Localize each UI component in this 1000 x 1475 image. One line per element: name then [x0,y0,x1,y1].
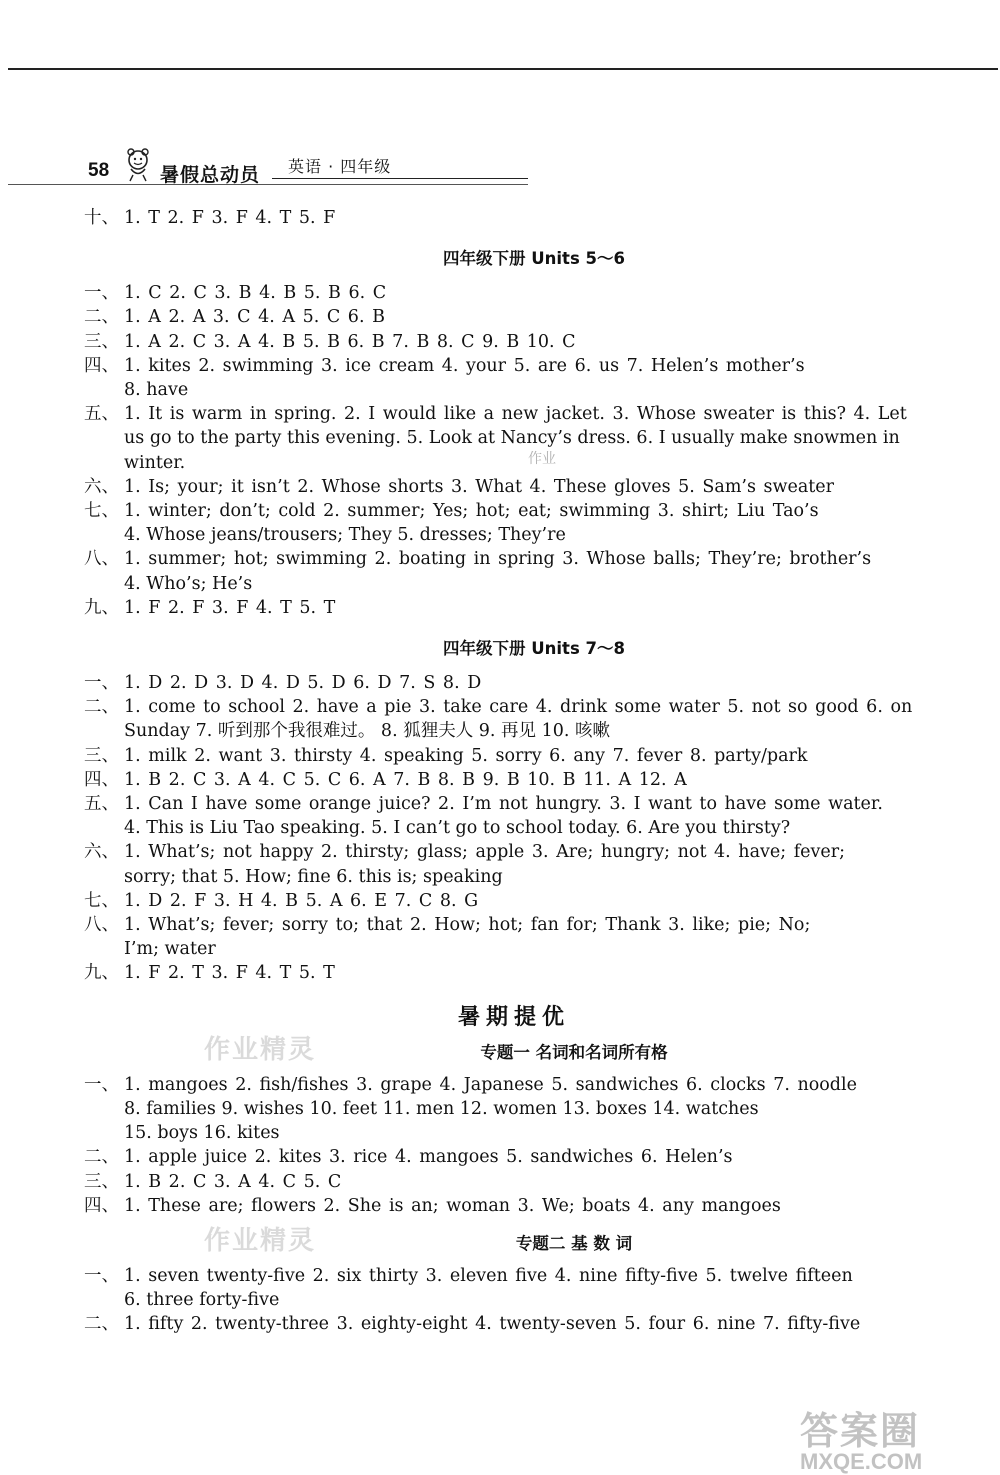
answer-continuation: sorry; that 5. How; fine 6. this is; speaking [124,866,503,887]
answer-text: 1. These are; flowers 2. She is an; woman 3. We; boats 4. any mangoes [124,1195,781,1216]
question-number: 九、 [84,597,119,618]
answer-text: 1. summer; hot; swimming 2. boating in spring 3. Whose balls; They’re; brother’s [124,549,872,570]
page-number: 58 [88,160,110,181]
answer-text: 1. seven twenty-five 2. six thirty 3. eleven five 4. nine fifty-five 5. twelve fifteen [124,1265,853,1286]
answer-row [84,1264,924,1288]
answer-row [84,330,924,354]
answer-row [84,206,924,230]
chapter-heading: 暑期提优 [457,1004,570,1030]
answer-content [84,206,924,1337]
question-number: 一、 [84,283,119,304]
question-number: 四、 [84,769,119,790]
question-number: 二、 [84,697,119,718]
question-number: 八、 [84,549,119,570]
answer-text: 1. F 2. T 3. F 4. T 5. T [124,963,335,984]
answer-row [84,596,924,620]
question-number: 一、 [84,1074,119,1095]
question-number: 五、 [84,404,119,425]
question-number: 三、 [84,331,119,352]
question-number: 三、 [84,745,119,766]
topic-title: 专题二 基 数 词 [515,1233,633,1253]
answer-row [84,1073,924,1097]
answer-text: 1. D 2. D 3. D 4. D 5. D 6. D 7. S 8. D [124,673,482,694]
answer-row [84,402,924,426]
question-number: 一、 [84,1265,119,1286]
question-number: 三、 [84,1171,119,1192]
section-summer-topic-2 [84,1225,924,1337]
answer-row [84,1170,924,1194]
watermark-mid: 作业 [528,451,556,467]
answer-row [84,695,924,719]
answer-row [84,792,924,816]
topic-title: 专题一 名词和名词所有格 [480,1042,668,1062]
answer-text: 1. come to school 2. have a pie 3. take care 4. drink some water 5. not so good 6. on [124,697,913,718]
watermark-topic: 作业精灵 [204,1225,317,1256]
answer-continuation: 15. boys 16. kites [124,1123,280,1144]
answer-continuation: winter. [124,452,186,473]
answer-continuation: us go to the party this evening. 5. Look at Nancy’s dress. 6. I usually make snowmen in [124,428,900,449]
section-heading: 四年级下册 Units 5～6 [443,249,625,269]
question-number: 六、 [84,842,119,863]
answer-text: 1. milk 2. want 3. thirsty 4. speaking 5. sorry 6. any 7. fever 8. party/park [124,745,808,766]
answer-text: 1. B 2. C 3. A 4. C 5. C [124,1171,342,1192]
answer-continuation: 4. This is Liu Tao speaking. 5. I can’t go to school today. 6. Are you thirsty? [124,818,791,839]
answer-text: 1. fifty 2. twenty-three 3. eighty-eight 4. twenty-seven 5. four 6. nine 7. fifty-five [124,1314,861,1335]
answer-text: 1. A 2. A 3. C 4. A 5. C 6. B [124,307,385,328]
answer-text: 1. What’s; fever; sorry to; that 2. How; hot; fan for; Thank 3. like; pie; No; [124,915,811,936]
answer-text: 1. It is warm in spring. 2. I would like a new jacket. 3. Whose sweater is this? 4. Let [124,404,907,425]
watermark-logo-en: MXQE.COM [800,1449,923,1474]
header-underline [8,184,528,185]
question-number: 一、 [84,673,119,694]
answer-text: 1. Can I have some orange juice? 2. I’m not hungry. 3. I want to have some water. [124,794,883,815]
answer-row [84,1312,924,1336]
top-rule [8,68,998,70]
answer-continuation: Sunday 7. 听到那个我很难过。 8. 狐狸夫人 9. 再见 10. 咳嗽 [124,721,610,742]
question-number: 五、 [84,794,119,815]
question-number: 二、 [84,1147,119,1168]
answer-row [84,913,924,937]
book-title: 暑假总动员 [160,164,261,186]
question-number: 七、 [84,501,119,522]
section-previous [84,206,924,230]
answer-text: 1. winter; don’t; cold 2. summer; Yes; hot; eat; swimming 3. shirt; Liu Tao’s [124,501,819,522]
answer-text: 1. F 2. F 3. F 4. T 5. T [124,597,336,618]
question-number: 七、 [84,890,119,911]
answer-continuation: 4. Whose jeans/trousers; They 5. dresses; They’re [124,525,566,546]
question-number: 十、 [84,208,119,228]
answer-row [84,354,924,378]
question-number: 二、 [84,307,119,328]
answer-row [84,768,924,792]
answer-continuation: 4. Who’s; He’s [124,573,253,594]
answer-text: 1. A 2. C 3. A 4. B 5. B 6. B 7. B 8. C 9. B 10. C [124,331,576,352]
answer-row [84,671,924,695]
question-number: 八、 [84,915,119,936]
answer-row [84,840,924,864]
section-units-5-6 [84,245,924,620]
answer-text: 1. Is; your; it isn’t 2. Whose shorts 3. What 4. These gloves 5. Sam’s sweater [124,476,835,497]
answer-continuation: 6. three forty-five [124,1290,280,1311]
answer-row [84,499,924,523]
answer-text: 1. kites 2. swimming 3. ice cream 4. your 5. are 6. us 7. Helen’s mother’s [124,355,805,376]
section-summer-topic-1 [84,1000,924,1218]
answer-text: 1. What’s; not happy 2. thirsty; glass; apple 3. Are; hungry; not 4. have; fever; [124,842,846,863]
answer-text: 1. T 2. F 3. F 4. T 5. F [124,208,336,228]
watermark-topic: 作业精灵 [204,1034,317,1065]
page-header [88,148,448,184]
answer-text: 1. mangoes 2. fish/fishes 3. grape 4. Japanese 5. sandwiches 6. clocks 7. noodle [124,1074,857,1095]
answer-text: 1. C 2. C 3. B 4. B 5. B 6. C [124,283,387,304]
answer-text: 1. B 2. C 3. A 4. C 5. C 6. A 7. B 8. B 9. B 10. B 11. A 12. A [124,769,687,790]
answer-row [84,305,924,329]
answer-row [84,889,924,913]
answer-row [84,1194,924,1218]
question-number: 二、 [84,1314,119,1335]
answer-row [84,961,924,985]
watermark-logo [800,1400,995,1474]
answer-text: 1. D 2. F 3. H 4. B 5. A 6. E 7. C 8. G [124,890,479,911]
topic-heading [84,1225,924,1256]
answer-row [84,547,924,571]
answer-text: 1. apple juice 2. kites 3. rice 4. mangoes 5. sandwiches 6. Helen’s [124,1147,733,1168]
answer-row [84,1145,924,1169]
question-number: 四、 [84,1195,119,1216]
subject-grade: 英语 · 四年级 [288,157,392,176]
question-number: 六、 [84,476,119,497]
answer-continuation: 8. families 9. wishes 10. feet 11. men 12. women 13. boxes 14. watches [124,1098,759,1119]
mascot-icon [124,148,152,182]
question-number: 九、 [84,963,119,984]
answer-row [84,281,924,305]
answer-row [84,475,924,499]
header-rule [272,178,528,179]
answer-row [84,744,924,768]
question-number: 四、 [84,355,119,376]
section-heading: 四年级下册 Units 7～8 [443,639,625,659]
topic-heading [84,1034,924,1065]
answer-continuation: 8. have [124,380,189,401]
answer-continuation: I’m; water [124,939,216,960]
section-units-7-8 [84,635,924,986]
watermark-logo-cn: 答案圈 [800,1409,921,1453]
